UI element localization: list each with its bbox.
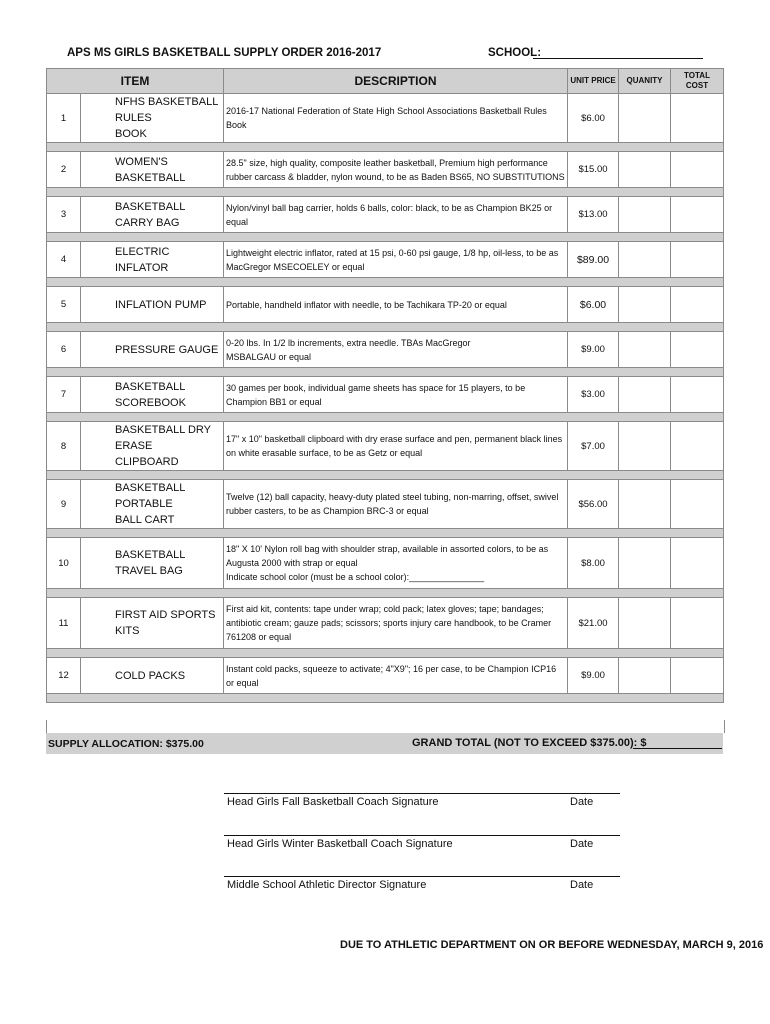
winter-coach-signature-label: Head Girls Winter Basketball Coach Signature — [227, 838, 453, 850]
desc-line: 17" x 10" basketball clipboard with dry erase surface and pen, permanent black lines — [226, 434, 563, 444]
header-item: ITEM — [47, 69, 224, 94]
item-name — [81, 422, 224, 471]
desc-line: Lightweight electric inflator, rated at 15 psi, 0-60 psi gauge, 1/8 hp, oil-less, to be as — [226, 247, 559, 258]
desc-line: rubber casters, to be as Champion BRC-3 or equal — [226, 506, 429, 516]
total-cost-cell[interactable] — [671, 658, 724, 694]
row-separator — [47, 529, 724, 538]
row-separator — [47, 649, 724, 658]
unit-price: $9.00 — [568, 332, 619, 368]
item-name-line: WOMEN'S BASKETBALL — [115, 155, 186, 184]
item-description — [224, 377, 568, 413]
table-row — [47, 94, 724, 143]
item-name — [81, 197, 224, 233]
item-description — [224, 287, 568, 323]
total-cost-cell[interactable] — [671, 242, 724, 278]
supply-allocation: SUPPLY ALLOCATION: $375.00 — [48, 738, 204, 750]
item-description — [224, 598, 568, 649]
winter-coach-signature-line[interactable] — [224, 835, 620, 836]
total-cost-cell[interactable] — [671, 538, 724, 589]
quantity-cell[interactable] — [619, 538, 671, 589]
item-name-line: BASKETBALL CARRY BAG — [115, 200, 185, 229]
total-cost-cell[interactable] — [671, 287, 724, 323]
row-separator — [47, 694, 724, 703]
desc-line: Instant cold packs, squeeze to activate; 4"X9"; 16 per case, to be Champion ICP16 — [226, 663, 557, 674]
quantity-cell[interactable] — [619, 152, 671, 188]
quantity-cell[interactable] — [619, 658, 671, 694]
desc-line: MacGregor MSECOELEY or equal — [226, 261, 365, 272]
desc-line: antibiotic cream; gauze pads; scissors; sports injury care handbook, to be Cramer — [226, 618, 552, 628]
quantity-cell[interactable] — [619, 94, 671, 143]
quantity-cell[interactable] — [619, 197, 671, 233]
row-separator — [47, 323, 724, 332]
item-description — [224, 242, 568, 278]
header-total-cost-line2: COST — [685, 81, 709, 90]
quantity-cell[interactable] — [619, 480, 671, 529]
unit-price: $15.00 — [568, 152, 619, 188]
unit-price: $89.00 — [568, 242, 619, 278]
desc-line: or equal — [226, 677, 259, 688]
total-cost-cell[interactable] — [671, 332, 724, 368]
unit-price: $6.00 — [568, 94, 619, 143]
unit-price: $56.00 — [568, 480, 619, 529]
desc-line: Portable, handheld inflator with needle, to be Tachikara TP-20 or equal — [226, 299, 507, 310]
item-name — [81, 242, 224, 278]
school-input-line[interactable] — [533, 58, 703, 59]
item-name-line: BOOK — [115, 128, 147, 140]
item-name-line: COLD PACKS — [115, 669, 186, 682]
desc-line: 2016-17 National Federation of State High School Associations Basketball Rules — [226, 106, 547, 116]
row-separator — [47, 368, 724, 377]
table-row — [47, 287, 724, 323]
row-separator — [47, 188, 724, 197]
desc-line: Twelve (12) ball capacity, heavy-duty plated steel tubing, non-marring, offset, swivel — [226, 492, 559, 502]
athletic-director-signature-line[interactable] — [224, 876, 620, 877]
row-number: 2 — [47, 152, 81, 188]
table-row — [47, 598, 724, 649]
item-name — [81, 94, 224, 143]
athletic-director-signature-label: Middle School Athletic Director Signature — [227, 879, 427, 891]
fall-coach-signature-label: Head Girls Fall Basketball Coach Signature — [227, 796, 439, 808]
row-number: 5 — [47, 287, 81, 323]
table-row — [47, 332, 724, 368]
item-name — [81, 377, 224, 413]
desc-line: 30 games per book, individual game sheets has space for 15 players, to be — [226, 382, 526, 393]
desc-line[interactable]: Indicate school color (must be a school color):_______________ — [226, 572, 485, 582]
due-notice: DUE TO ATHLETIC DEPARTMENT ON OR BEFORE WEDNESDAY, MARCH 9, 2016 — [340, 939, 764, 951]
quantity-cell[interactable] — [619, 377, 671, 413]
unit-price: $6.00 — [568, 287, 619, 323]
row-separator — [47, 143, 724, 152]
row-separator — [47, 233, 724, 242]
desc-line: First aid kit, contents: tape under wrap; cold pack; latex gloves; tape; bandages; — [226, 604, 544, 614]
row-number: 8 — [47, 422, 81, 471]
desc-line: Augusta 2000 with strap or equal — [226, 558, 358, 568]
quantity-cell[interactable] — [619, 287, 671, 323]
item-name-line: BASKETBALL SCOREBOOK — [115, 380, 186, 409]
table-row — [47, 658, 724, 694]
desc-line: Nylon/vinyl ball bag carrier, holds 6 balls, color: black, to be as Champion BK25 or — [226, 202, 553, 213]
item-name — [81, 152, 224, 188]
header-quantity: QUANITY — [619, 69, 671, 94]
row-number: 4 — [47, 242, 81, 278]
item-name — [81, 480, 224, 529]
header-unit-price: UNIT PRICE — [568, 69, 619, 94]
row-number: 6 — [47, 332, 81, 368]
item-name-line: FIRST AID SPORTS KITS — [115, 609, 216, 637]
item-name-line: BASKETBALL PORTABLE — [115, 482, 185, 510]
table-row — [47, 197, 724, 233]
item-name — [81, 658, 224, 694]
table-row — [47, 422, 724, 471]
total-cost-cell[interactable] — [671, 152, 724, 188]
item-description — [224, 658, 568, 694]
item-name-line: INFLATION PUMP — [115, 298, 207, 311]
item-name-line: ELECTRIC INFLATOR — [115, 245, 170, 274]
item-name-line: PRESSURE GAUGE — [115, 343, 219, 356]
blank-spacer-row — [46, 720, 725, 733]
order-table — [46, 68, 724, 703]
grand-total-input-line[interactable] — [633, 748, 722, 749]
fall-coach-date-label: Date — [570, 796, 594, 808]
item-description — [224, 538, 568, 589]
unit-price: $3.00 — [568, 377, 619, 413]
unit-price: $9.00 — [568, 658, 619, 694]
page-title: APS MS GIRLS BASKETBALL SUPPLY ORDER 2016-2017 — [67, 47, 382, 59]
row-separator — [47, 278, 724, 287]
unit-price: $13.00 — [568, 197, 619, 233]
row-number: 11 — [47, 598, 81, 649]
item-name-line: NFHS BASKETBALL RULES — [115, 96, 218, 124]
fall-coach-signature-line[interactable] — [224, 793, 620, 794]
item-description — [224, 332, 568, 368]
quantity-cell[interactable] — [619, 598, 671, 649]
row-separator — [47, 471, 724, 480]
row-number: 1 — [47, 94, 81, 143]
item-name-line: BASKETBALL DRY ERASE — [115, 424, 211, 452]
header-total-cost — [671, 69, 724, 94]
quantity-cell[interactable] — [619, 332, 671, 368]
row-number: 10 — [47, 538, 81, 589]
desc-line: Book — [226, 120, 247, 130]
school-label: SCHOOL: — [488, 47, 542, 59]
table-row — [47, 480, 724, 529]
athletic-director-date-label: Date — [570, 879, 594, 891]
total-cost-cell[interactable] — [671, 94, 724, 143]
desc-line: rubber carcass & bladder, nylon wound, to be as Baden BS65, NO SUBSTITUTIONS — [226, 171, 565, 182]
item-description — [224, 152, 568, 188]
desc-line: 28.5" size, high quality, composite leather basketball, Premium high performance — [226, 157, 548, 168]
total-cost-cell[interactable] — [671, 480, 724, 529]
grand-total-label: GRAND TOTAL (NOT TO EXCEED $375.00): $ — [412, 737, 647, 749]
quantity-cell[interactable] — [619, 242, 671, 278]
item-name — [81, 598, 224, 649]
unit-price: $8.00 — [568, 538, 619, 589]
total-cost-cell[interactable] — [671, 197, 724, 233]
item-name — [81, 538, 224, 589]
row-number: 7 — [47, 377, 81, 413]
unit-price: $7.00 — [568, 422, 619, 471]
item-description — [224, 422, 568, 471]
item-name-line: BALL CART — [115, 514, 175, 526]
table-header-row — [47, 69, 724, 94]
table-row — [47, 152, 724, 188]
total-cost-cell[interactable] — [671, 598, 724, 649]
row-separator — [47, 589, 724, 598]
item-description — [224, 94, 568, 143]
row-separator — [47, 413, 724, 422]
total-cost-cell[interactable] — [671, 377, 724, 413]
desc-line: 0-20 lbs. In 1/2 lb increments, extra needle. TBAs MacGregor — [226, 337, 471, 348]
winter-coach-date-label: Date — [570, 838, 594, 850]
desc-line: Champion BB1 or equal — [226, 396, 322, 407]
item-description — [224, 197, 568, 233]
item-name-line: CLIPBOARD — [115, 456, 179, 468]
table-row — [47, 242, 724, 278]
item-description — [224, 480, 568, 529]
row-number: 12 — [47, 658, 81, 694]
header-description: DESCRIPTION — [224, 69, 568, 94]
desc-line: 761208 or equal — [226, 632, 292, 642]
row-number: 3 — [47, 197, 81, 233]
unit-price: $21.00 — [568, 598, 619, 649]
desc-line: on white erasable surface, to be as Getz or equal — [226, 448, 423, 458]
item-name — [81, 287, 224, 323]
table-row — [47, 538, 724, 589]
row-number: 9 — [47, 480, 81, 529]
header-total-cost-line1: TOTAL — [684, 71, 710, 80]
total-cost-cell[interactable] — [671, 422, 724, 471]
item-name — [81, 332, 224, 368]
table-row — [47, 377, 724, 413]
desc-line: 18" X 10' Nylon roll bag with shoulder strap, available in assorted colors, to be as — [226, 544, 549, 554]
desc-line: MSBALGAU or equal — [226, 351, 312, 362]
item-name-line: BASKETBALL TRAVEL BAG — [115, 549, 185, 577]
quantity-cell[interactable] — [619, 422, 671, 471]
desc-line: equal — [226, 216, 249, 227]
